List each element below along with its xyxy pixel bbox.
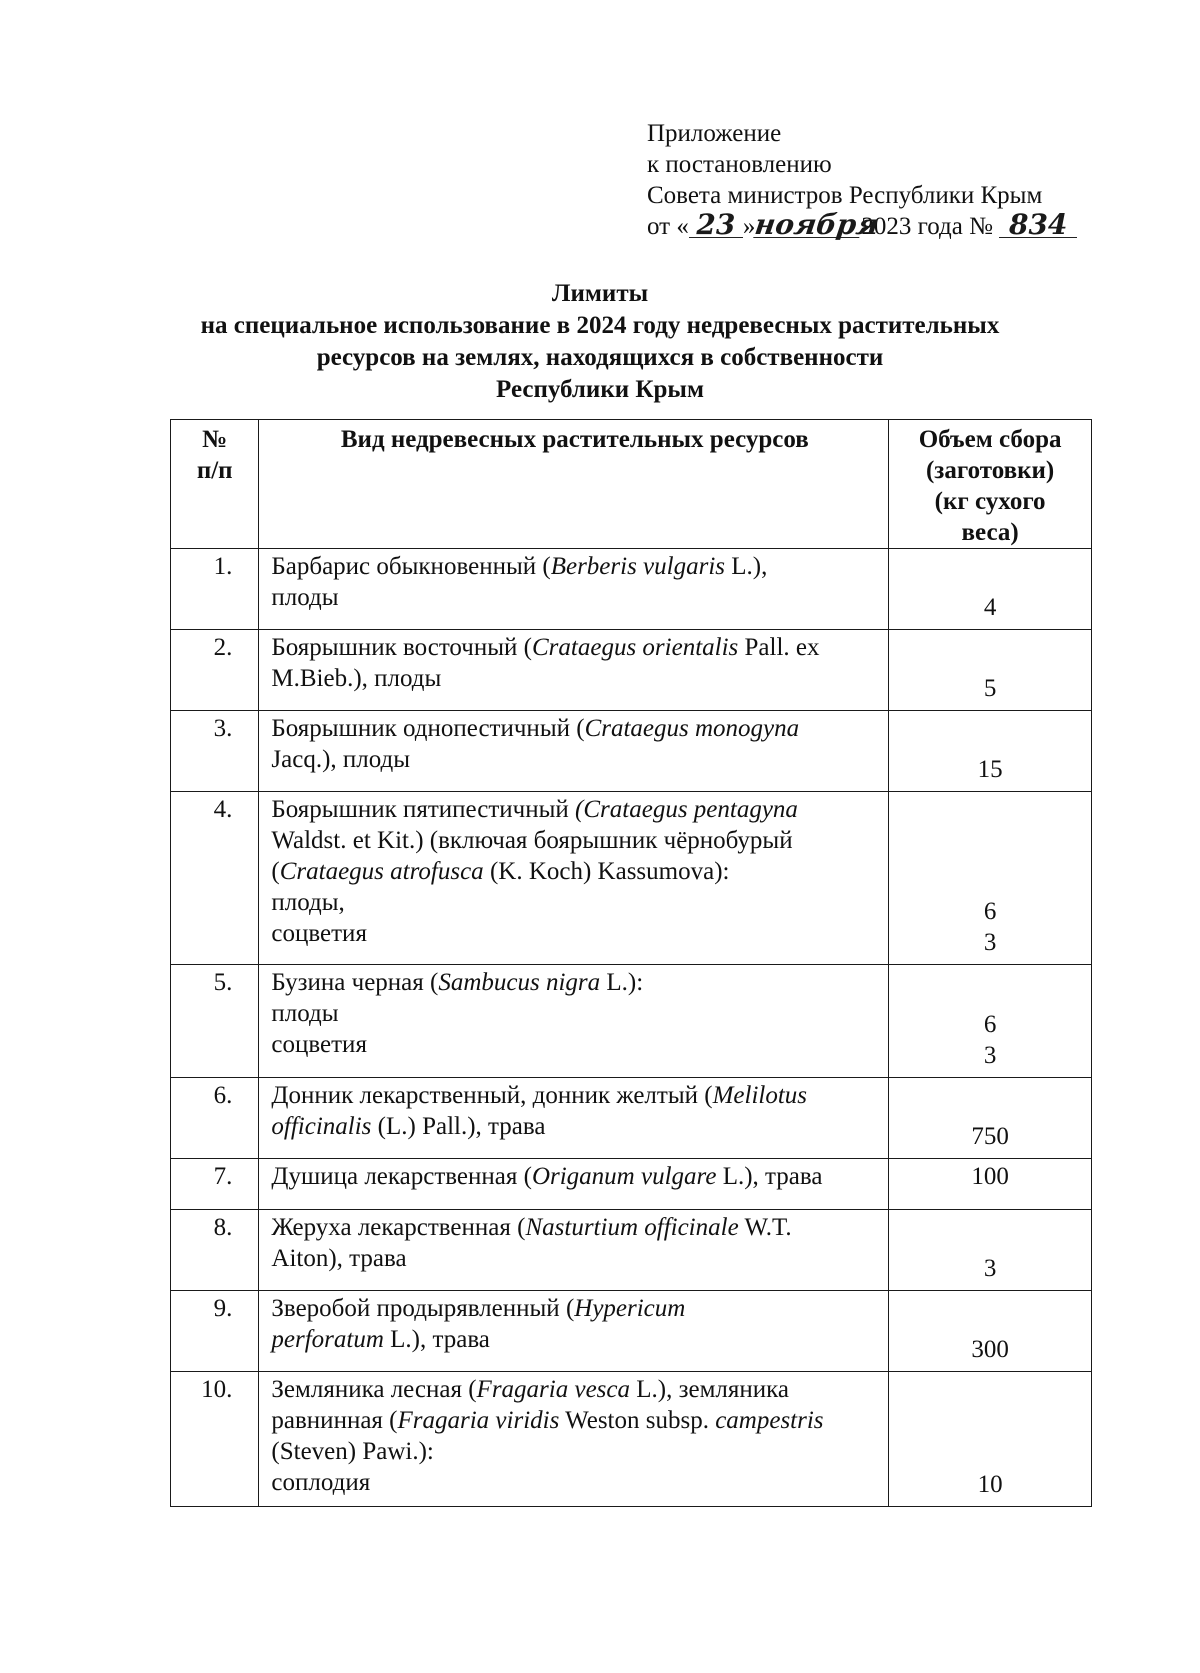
resource-name-text: L.): xyxy=(600,969,644,996)
latin-species-name: perforatum xyxy=(271,1326,384,1353)
latin-species-name: officinalis xyxy=(271,1113,372,1140)
row-number: 7. xyxy=(171,1159,259,1210)
table-row xyxy=(171,965,1092,1078)
limits-table xyxy=(170,419,1092,1507)
row-volume xyxy=(889,1291,1092,1372)
resource-name-text: Pall. ex xyxy=(738,634,820,661)
handwritten-day: 23 xyxy=(689,213,743,238)
resource-name-text: равнинная ( xyxy=(271,1407,398,1434)
resource-name-text: Aiton), трава xyxy=(271,1245,407,1272)
table-row xyxy=(171,1159,1092,1210)
document-title xyxy=(0,278,1200,406)
row-number: 8. xyxy=(171,1210,259,1291)
resource-name-text: Боярышник восточный ( xyxy=(271,634,532,661)
resource-name-text: Бузина черная ( xyxy=(271,969,439,996)
row-number: 9. xyxy=(171,1291,259,1372)
table-row xyxy=(171,630,1092,711)
resource-name-text: Жеруха лекарственная ( xyxy=(271,1214,526,1241)
row-number: 4. xyxy=(171,792,259,965)
resource-name-text: (Steven) Pawi.): xyxy=(271,1438,434,1465)
row-resource-name xyxy=(259,1078,889,1159)
row-number: 2. xyxy=(171,630,259,711)
resource-name-text: плоды xyxy=(271,1000,339,1027)
handwritten-number: 834 xyxy=(999,213,1077,238)
row-number: 5. xyxy=(171,965,259,1078)
volume-value: 3 xyxy=(983,929,997,956)
volume-value: 6 xyxy=(983,898,997,925)
resource-name-text: плоды xyxy=(271,584,339,611)
appendix-label: Приложение xyxy=(647,120,782,147)
resource-name-text: Боярышник пятипестичный xyxy=(271,796,576,823)
appendix-block xyxy=(647,118,1077,242)
header-volume xyxy=(889,420,1092,549)
latin-species-name: Crataegus atrofusca xyxy=(279,858,484,885)
row-resource-name xyxy=(259,711,889,792)
row-volume xyxy=(889,1159,1092,1210)
handwritten-month: ноября xyxy=(753,208,882,241)
resource-name-text: Зверобой продырявленный ( xyxy=(271,1295,575,1322)
latin-species-name: Fragaria viridis xyxy=(397,1407,560,1434)
volume-value: 3 xyxy=(983,1042,997,1069)
table-row xyxy=(171,792,1092,965)
title-line-2: на специальное использование в 2024 году недревесных растительных xyxy=(200,312,1000,339)
row-resource-name xyxy=(259,1210,889,1291)
latin-species-name: Crataegus monogyna xyxy=(584,715,800,742)
row-resource-name xyxy=(259,965,889,1078)
resource-name-text: L.), xyxy=(725,553,768,580)
resource-name-text: (L.) Pall.), трава xyxy=(371,1113,546,1140)
header-number xyxy=(171,420,259,549)
latin-species-name: (Crataegus pentagyna xyxy=(575,796,798,823)
header-volume-l3: (кг сухого xyxy=(934,488,1046,515)
resource-name-text: Донник лекарственный, донник желтый ( xyxy=(271,1082,713,1109)
row-volume xyxy=(889,549,1092,630)
row-number: 1. xyxy=(171,549,259,630)
header-number-abbr: п/п xyxy=(196,457,233,484)
appendix-issuer: Совета министров Республики Крым xyxy=(647,182,1043,209)
header-volume-l1: Объем сбора xyxy=(918,426,1062,453)
resource-name-text: W.T. xyxy=(738,1214,792,1241)
date-prefix: от « xyxy=(647,213,689,240)
row-volume xyxy=(889,965,1092,1078)
row-resource-name xyxy=(259,792,889,965)
table-row xyxy=(171,1078,1092,1159)
table-row xyxy=(171,1291,1092,1372)
resource-name-text: ( xyxy=(271,858,280,885)
latin-species-name: Hypericum xyxy=(574,1295,686,1322)
resource-name-text: соцветия xyxy=(271,920,367,947)
latin-species-name: Nasturtium officinale xyxy=(525,1214,739,1241)
resource-name-text: L.), земляника xyxy=(630,1376,789,1403)
row-volume xyxy=(889,630,1092,711)
resource-name-text: M.Bieb.), плоды xyxy=(271,665,442,692)
volume-value: 750 xyxy=(971,1123,1009,1150)
resource-name-text: соцветия xyxy=(271,1031,367,1058)
volume-value: 5 xyxy=(983,675,997,702)
title-line-3: ресурсов на землях, находящихся в собственности xyxy=(316,344,884,371)
row-number: 3. xyxy=(171,711,259,792)
row-volume xyxy=(889,792,1092,965)
table-row xyxy=(171,1210,1092,1291)
date-suffix: 2023 года № xyxy=(861,213,993,240)
table-row xyxy=(171,549,1092,630)
row-number: 10. xyxy=(171,1372,259,1507)
row-volume xyxy=(889,1210,1092,1291)
row-volume xyxy=(889,1372,1092,1507)
volume-value: 4 xyxy=(983,594,997,621)
header-volume-l4: веса) xyxy=(961,519,1019,546)
row-volume xyxy=(889,1078,1092,1159)
volume-value: 300 xyxy=(971,1336,1009,1363)
row-number: 6. xyxy=(171,1078,259,1159)
latin-species-name: campestris xyxy=(715,1407,824,1434)
row-resource-name xyxy=(259,1159,889,1210)
resource-name-text: L.), трава xyxy=(716,1163,823,1190)
row-resource-name xyxy=(259,1372,889,1507)
table-body xyxy=(171,549,1092,1507)
volume-value: 100 xyxy=(971,1163,1009,1190)
resource-name-text: (K. Koch) Kassumova): xyxy=(483,858,730,885)
appendix-resolution-ref: к постановлению xyxy=(647,151,832,178)
resource-name-text: Jacq.), плоды xyxy=(271,746,411,773)
resource-name-text: Weston subsp. xyxy=(559,1407,716,1434)
latin-species-name: Berberis vulgaris xyxy=(550,553,725,580)
resource-name-text: L.), трава xyxy=(383,1326,490,1353)
resource-name-text: Душица лекарственная ( xyxy=(271,1163,532,1190)
latin-species-name: Melilotus xyxy=(712,1082,808,1109)
latin-species-name: Sambucus nigra xyxy=(438,969,601,996)
volume-value: 10 xyxy=(977,1471,1003,1498)
row-resource-name xyxy=(259,1291,889,1372)
table-row xyxy=(171,711,1092,792)
volume-value: 6 xyxy=(983,1011,997,1038)
row-resource-name xyxy=(259,630,889,711)
resource-name-text: Боярышник однопестичный ( xyxy=(271,715,585,742)
header-number-sign: № xyxy=(202,426,228,453)
appendix-date-line xyxy=(647,208,1077,242)
volume-value: 15 xyxy=(977,756,1003,783)
row-resource-name xyxy=(259,549,889,630)
volume-value: 3 xyxy=(983,1255,997,1282)
row-volume xyxy=(889,711,1092,792)
latin-species-name: Crataegus orientalis xyxy=(532,634,739,661)
latin-species-name: Origanum vulgare xyxy=(531,1163,717,1190)
resource-name-text: Waldst. et Kit.) (включая боярышник чёрнобурый xyxy=(271,827,793,854)
resource-name-text: соплодия xyxy=(271,1469,371,1496)
header-resource-type: Вид недревесных растительных ресурсов xyxy=(259,420,889,549)
date-mid: » xyxy=(742,213,756,240)
title-line-1: Лимиты xyxy=(551,280,649,307)
latin-species-name: Fragaria vesca xyxy=(476,1376,630,1403)
title-line-4: Республики Крым xyxy=(496,376,704,403)
resource-name-text: плоды, xyxy=(271,889,345,916)
table-row xyxy=(171,1372,1092,1507)
header-volume-l2: (заготовки) xyxy=(925,457,1055,484)
resource-name-text: Земляника лесная ( xyxy=(271,1376,477,1403)
table-header-row xyxy=(171,420,1092,549)
resource-name-text: Барбарис обыкновенный ( xyxy=(271,553,551,580)
